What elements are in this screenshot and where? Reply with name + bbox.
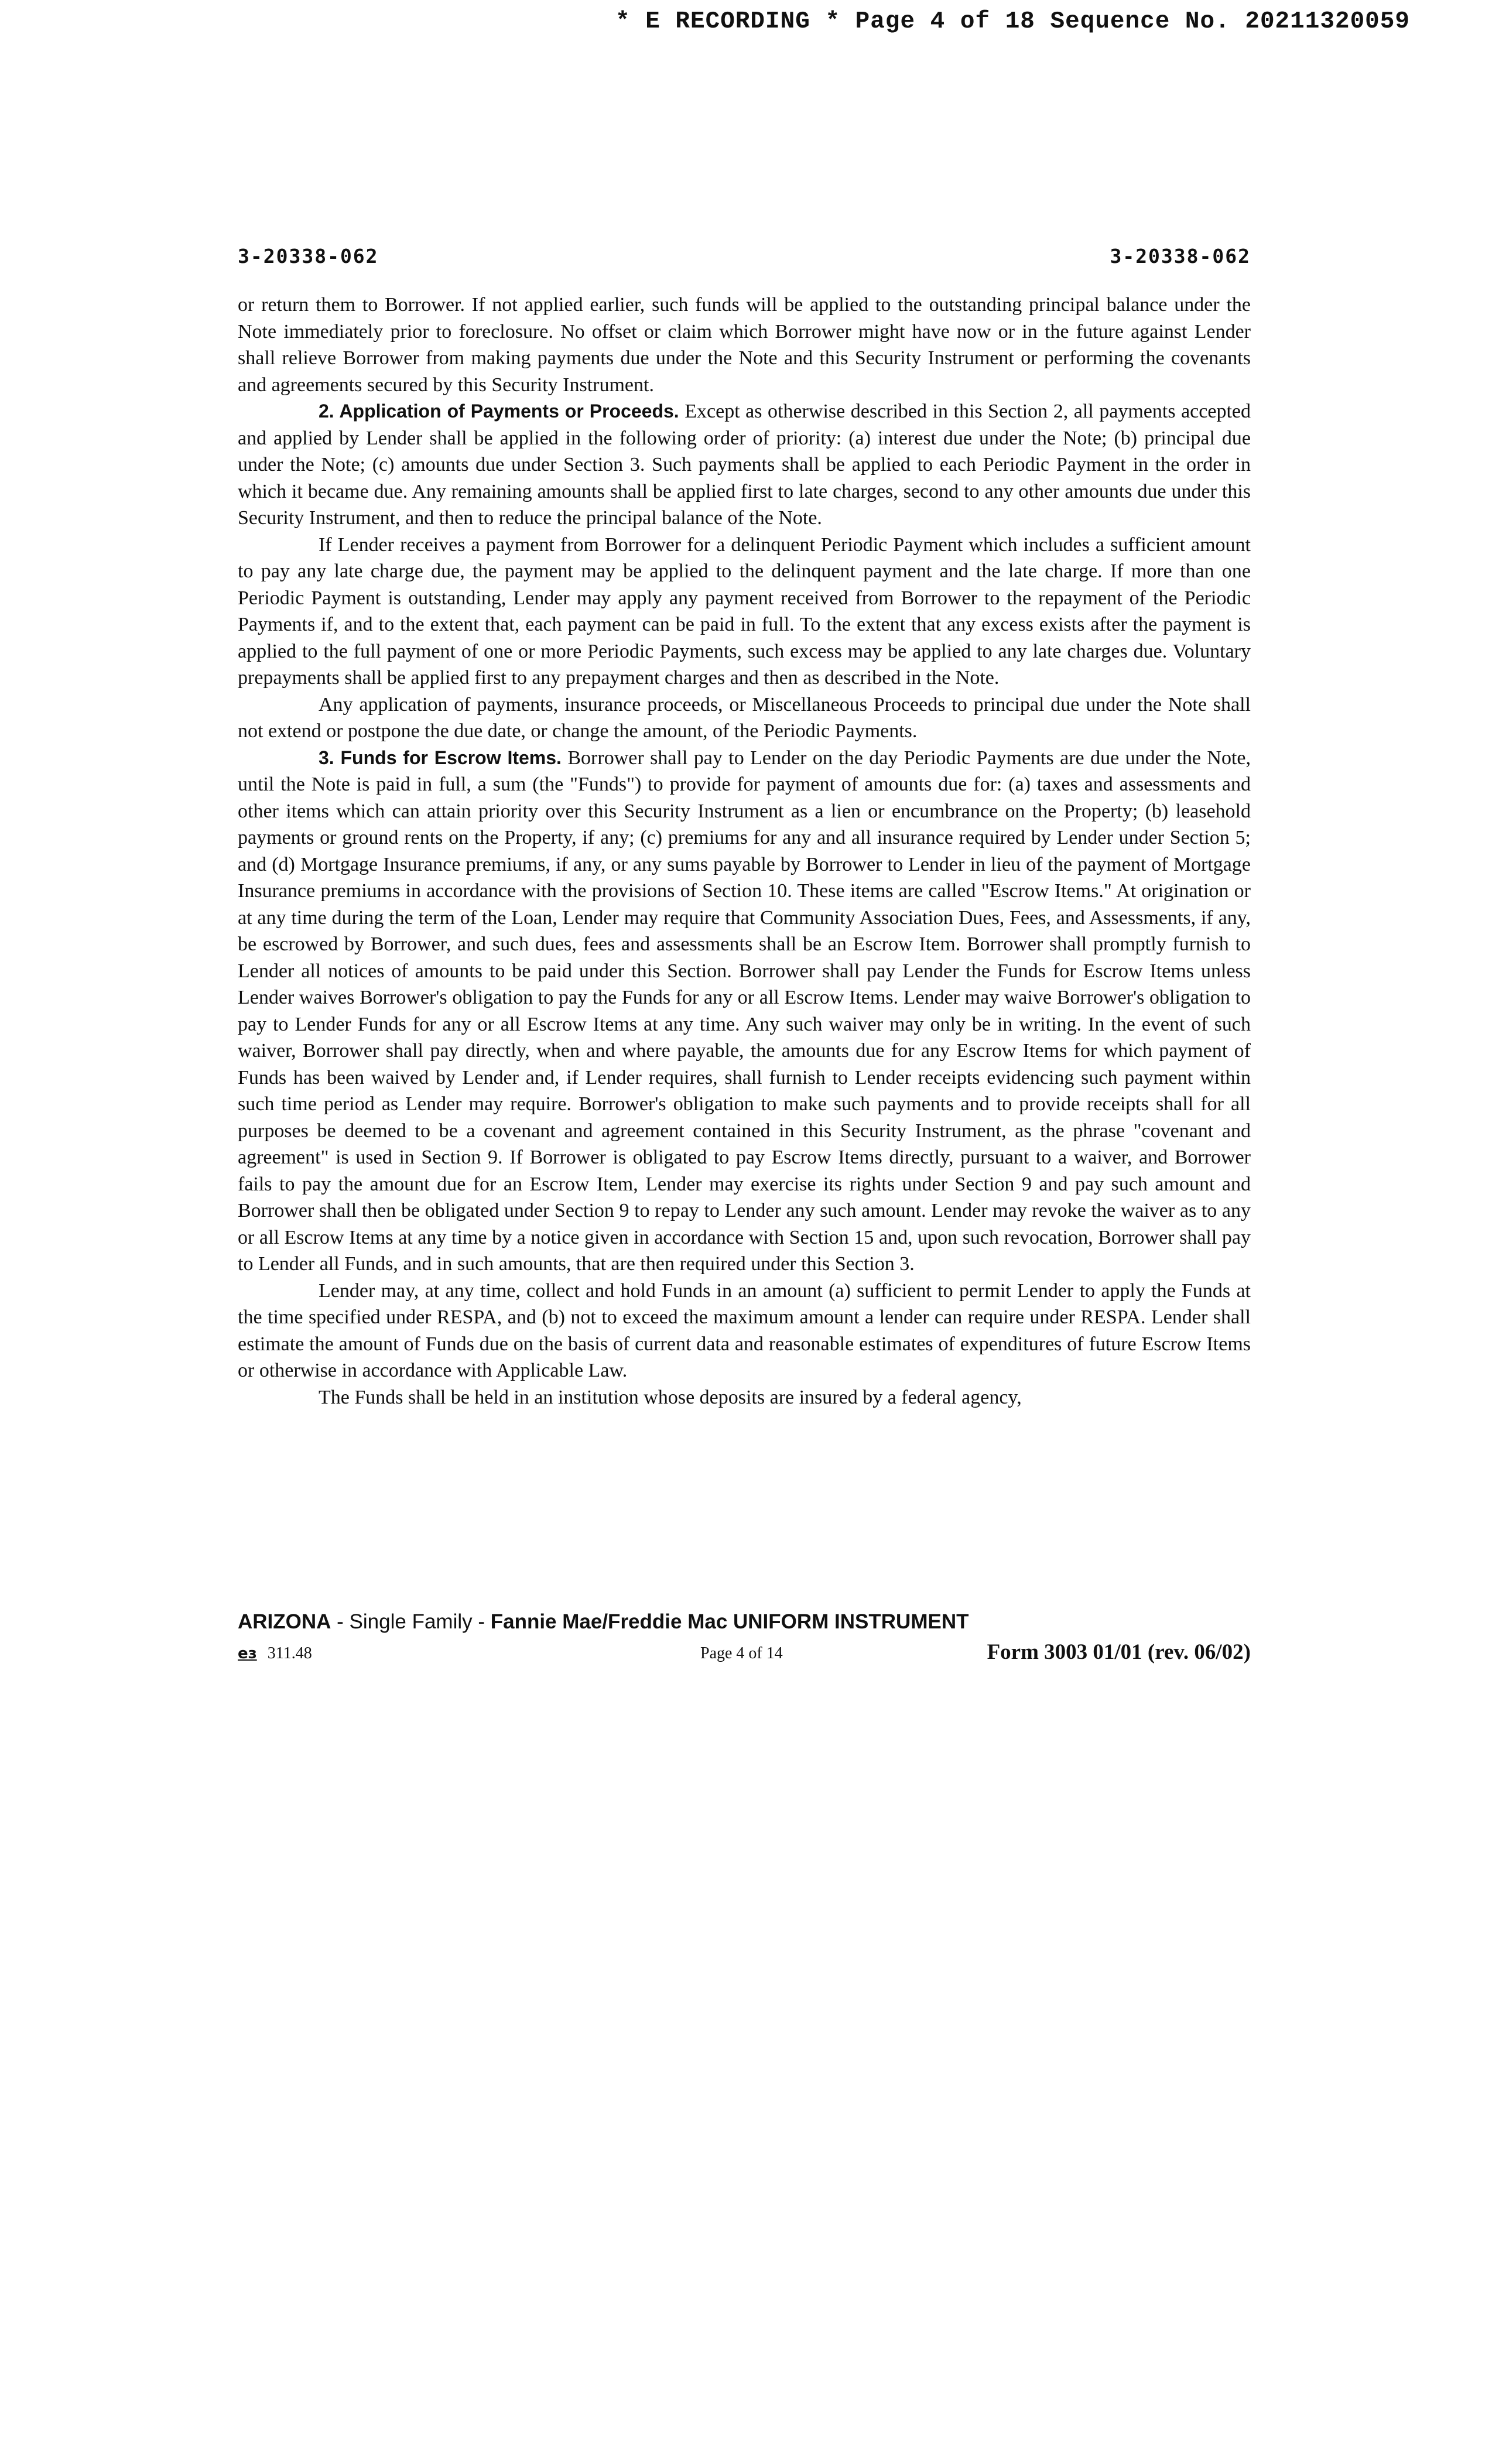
footer-title: ARIZONA - Single Family - Fannie Mae/Freddie Mac UNIFORM INSTRUMENT — [238, 1610, 969, 1633]
section-2-paragraph: 2. Application of Payments or Proceeds. Except as otherwise described in this Section 2, all payments accepted and applied by Lender shall be applied in the following order of priority: (a) interest due under the Note; (b) principal due under the Note; (c) amounts due under Section 3. Such payments shall be applied to each Periodic Payment in the order in which it became due. Any remaining amounts shall be applied first to late charges, second to any other amounts due under this Security Instrument, and then to reduce the principal balance of the Note. — [238, 401, 1251, 529]
section-2-heading: 2. Application of Payments or Proceeds. — [319, 401, 679, 422]
doc-ref-right: 3-20338-062 — [1110, 245, 1251, 268]
page-label: Page 4 of 14 — [700, 1644, 783, 1662]
footer-row — [238, 1640, 1251, 1666]
delinquent-payment-paragraph: If Lender receives a payment from Borrower for a delinquent Periodic Payment which includes a sufficient amount to pay any late charge due, the payment may be applied to the delinquent payment and the late charge. If more than one Periodic Payment is outstanding, Lender may apply any payment received from Borrower to the repayment of the Periodic Payments if, and to the extent that, each payment can be paid in full. To the extent that any excess exists after the payment is applied to the full payment of one or more Periodic Payments, such excess may be applied to any late charges due. Voluntary prepayments shall be applied first to any prepayment charges and then as described in the Note. — [238, 533, 1251, 689]
recording-header: * E RECORDING * Page 4 of 18 Sequence No. 20211320059 — [615, 8, 1410, 35]
section-3-paragraph: 3. Funds for Escrow Items. Borrower shall pay to Lender on the day Periodic Payments are due under the Note, until the Note is paid in full, a sum (the "Funds") to provide for payment of amounts due for: (a) taxes and assessments and other items which can attain priority over this Security Instrument as a lien or encumbrance on the Property; (b) leasehold payments or ground rents on the Property, if any; (c) premiums for any and all insurance required by Lender under Section 5; and (d) Mortgage Insurance premiums, if any, or any sums payable by Borrower to Lender in lieu of the payment of Mortgage Insurance premiums in accordance with the provisions of Section 10. These items are called "Escrow Items." At origination or at any time during the term of the Loan, Lender may require that Community Association Dues, Fees, and Assessments, if any, be escrowed by Borrower, and such dues, fees and assessments shall be an Escrow Item. Borrower shall promptly furnish to Lender all notices of amounts to be paid under this Section. Borrower shall pay Lender the Funds for Escrow Items unless Lender waives Borrower's obligation to pay the Funds for any or all Escrow Items. Lender may waive Borrower's obligation to pay to Lender Funds for any or all Escrow Items at any time. Any such waiver may only be in writing. In the event of such waiver, Borrower shall pay directly, when and where payable, the amounts due for any Escrow Items for which payment of Funds has been waived by Lender and, if Lender requires, shall furnish to Lender receipts evidencing such payment within such time period as Lender may require. Borrower's obligation to make such payments and to provide receipts shall for all purposes be deemed to be a covenant and agreement contained in this Security Instrument, as the phrase "covenant and agreement" is used in Section 9. If Borrower is obligated to pay Escrow Items directly, pursuant to a waiver, and Borrower fails to pay the amount due for an Escrow Item, Lender may exercise its rights under Section 9 and pay such amount and Borrower shall then be obligated under Section 9 to repay to Lender any such amount. Lender may revoke the waiver as to any or all Escrow Items at any time by a notice given in accordance with Section 15 and, upon such revocation, Borrower shall pay to Lender all Funds, and in such amounts, that are then required under this Section 3. — [238, 747, 1251, 1275]
footer-form-code — [238, 1644, 312, 1663]
footer-instrument: Fannie Mae/Freddie Mac UNIFORM INSTRUMENT — [490, 1610, 969, 1633]
publisher-logo-icon: ез — [238, 1645, 257, 1662]
document-reference-row — [238, 245, 1251, 268]
form-number: Form 3003 01/01 (rev. 06/02) — [987, 1640, 1251, 1664]
application-paragraph: Any application of payments, insurance proceeds, or Miscellaneous Proceeds to principal due under the Note shall not extend or postpone the due date, or change the amount, of the Periodic Payments. — [238, 693, 1251, 742]
funds-held-paragraph: The Funds shall be held in an institution whose deposits are insured by a federal agency, — [319, 1386, 1022, 1408]
footer-state: ARIZONA — [238, 1610, 331, 1633]
section-3-heading: 3. Funds for Escrow Items. — [319, 747, 562, 768]
respa-paragraph: Lender may, at any time, collect and hold Funds in an amount (a) sufficient to permit Lender to apply the Funds at the time specified under RESPA, and (b) not to exceed the maximum amount a lender can require under RESPA. Lender shall estimate the amount of Funds due on the basis of current data and reasonable estimates of expenditures of future Escrow Items or otherwise in accordance with Applicable Law. — [238, 1279, 1251, 1381]
form-code: 311.48 — [267, 1644, 312, 1662]
document-body — [238, 292, 1251, 1411]
doc-ref-left: 3-20338-062 — [238, 245, 379, 268]
footer-family: Single Family — [349, 1610, 473, 1633]
paragraph-continuation: or return them to Borrower. If not applied earlier, such funds will be applied to the outstanding principal balance under the Note immediately prior to foreclosure. No offset or claim which Borrower might have now or in the future against Lender shall relieve Borrower from making payments due under the Note and this Security Instrument or performing the covenants and agreements secured by this Security Instrument. — [238, 294, 1251, 396]
